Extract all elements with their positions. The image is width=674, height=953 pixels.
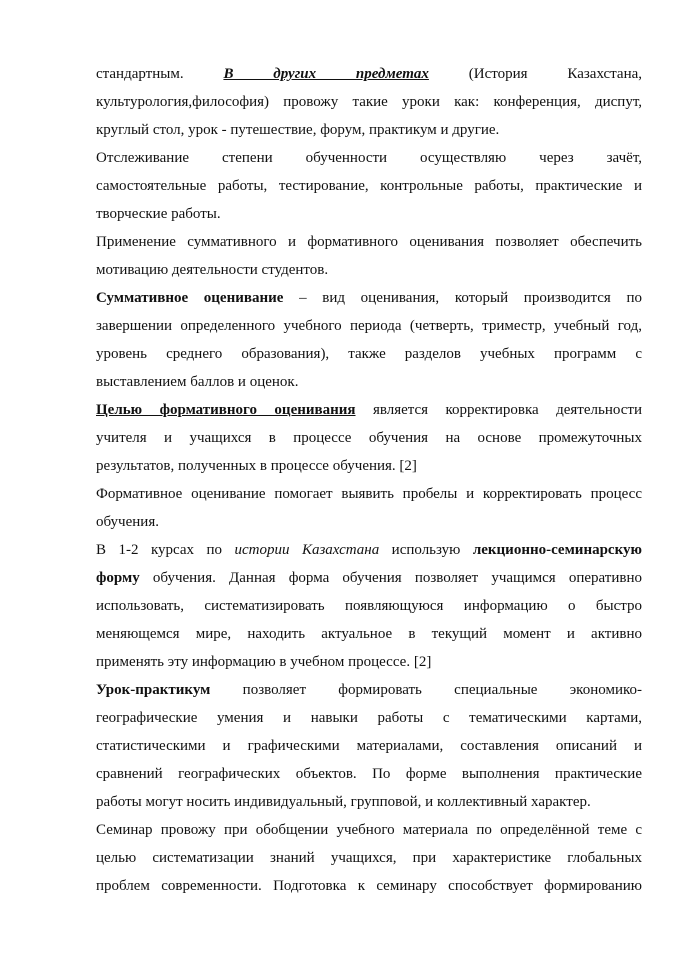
text-run: круглый стол, урок - путешествие, форум, практикум и другие.: [96, 122, 500, 138]
text-line: [96, 679, 642, 701]
text-run: использовать, систематизировать появляющуюся информацию о быстро: [96, 598, 642, 614]
text-line: [96, 343, 642, 365]
text-run: Урок-практикум: [96, 682, 211, 698]
text-run: самостоятельные работы, тестирование, контрольные работы, практические и: [96, 178, 642, 194]
text-run: культурология,философия) провожу такие уроки как: конференция, диспут,: [96, 94, 642, 110]
text-line: [96, 707, 642, 729]
text-run: географические умения и навыки работы с тематическими картами,: [96, 710, 642, 726]
text-run: (История Казахстана,: [428, 66, 642, 82]
text-run: выставлением баллов и оценок.: [96, 374, 299, 390]
text-run: Семинар провожу при обобщении учебного материала по определённой теме с: [96, 822, 642, 838]
text-line: [96, 63, 642, 85]
text-run: результатов, полученных в процессе обучения. [2]: [96, 458, 417, 474]
text-run: завершении определенного учебного периода (четверть, триместр, учебный год,: [96, 318, 642, 334]
text-line: [96, 567, 642, 589]
text-run: Целью формативного оценивания: [96, 402, 356, 418]
text-run: сравнений географических объектов. По форме выполнения практические: [96, 766, 642, 782]
text-run: Суммативное оценивание: [96, 290, 284, 306]
text-run: проблем современности. Подготовка к семинару способствует формированию: [96, 878, 642, 894]
text-run: истории Казахстана: [234, 542, 380, 558]
text-line: [96, 651, 642, 673]
text-line: [96, 287, 642, 309]
text-line: [96, 847, 642, 869]
text-run: творческие работы.: [96, 206, 221, 222]
text-run: работы могут носить индивидуальный, групповой, и коллективный характер.: [96, 794, 591, 810]
text-line: [96, 175, 642, 197]
text-run: целью систематизации знаний учащихся, при характеристике глобальных: [96, 850, 642, 866]
text-line: [96, 91, 642, 113]
text-line: [96, 147, 642, 169]
text-line: [96, 763, 642, 785]
text-line: [96, 427, 642, 449]
text-line: [96, 315, 642, 337]
text-line: [96, 875, 642, 897]
text-line: [96, 735, 642, 757]
text-run: уровень среднего образования), также разделов учебных программ с: [96, 346, 642, 362]
text-line: [96, 791, 642, 813]
text-run: Отслеживание степени обученности осуществляю через зачёт,: [96, 150, 642, 166]
text-run: Применение суммативного и формативного оценивания позволяет обеспечить: [96, 234, 642, 250]
text-run: обучения.: [96, 514, 159, 530]
text-run: – вид оценивания, который производится по: [283, 290, 642, 306]
text-line: [96, 483, 642, 505]
text-run: позволяет формировать специальные экономико-: [210, 682, 642, 698]
text-line: [96, 203, 642, 225]
text-run: стандартным.: [96, 66, 224, 82]
text-line: [96, 539, 642, 561]
text-line: [96, 119, 642, 141]
text-run: Формативное оценивание помогает выявить пробелы и корректировать процесс: [96, 486, 642, 502]
text-run: лекционно-семинарскую: [472, 542, 642, 558]
text-run: форму: [96, 570, 140, 586]
text-line: [96, 231, 642, 253]
text-run: применять эту информацию в учебном процессе. [2]: [96, 654, 432, 670]
text-line: [96, 595, 642, 617]
text-run: меняющемся мире, находить актуальное в текущий момент и активно: [96, 626, 642, 642]
text-run: мотивацию деятельности студентов.: [96, 262, 329, 278]
text-line: [96, 399, 642, 421]
text-line: [96, 511, 642, 533]
text-line: [96, 259, 642, 281]
text-run: является корректировка деятельности: [355, 402, 642, 418]
text-run: обучения. Данная форма обучения позволяет учащимся оперативно: [139, 570, 642, 586]
text-run: учителя и учащихся в процессе обучения на основе промежуточных: [96, 430, 642, 446]
text-line: [96, 819, 642, 841]
text-run: статистическими и графическими материалами, составления описаний и: [96, 738, 642, 754]
text-line: [96, 623, 642, 645]
text-line: [96, 371, 642, 393]
text-run: использую: [379, 542, 473, 558]
text-run: В других предметах: [223, 66, 429, 82]
text-run: В 1-2 курсах по: [96, 542, 235, 558]
text-line: [96, 455, 642, 477]
